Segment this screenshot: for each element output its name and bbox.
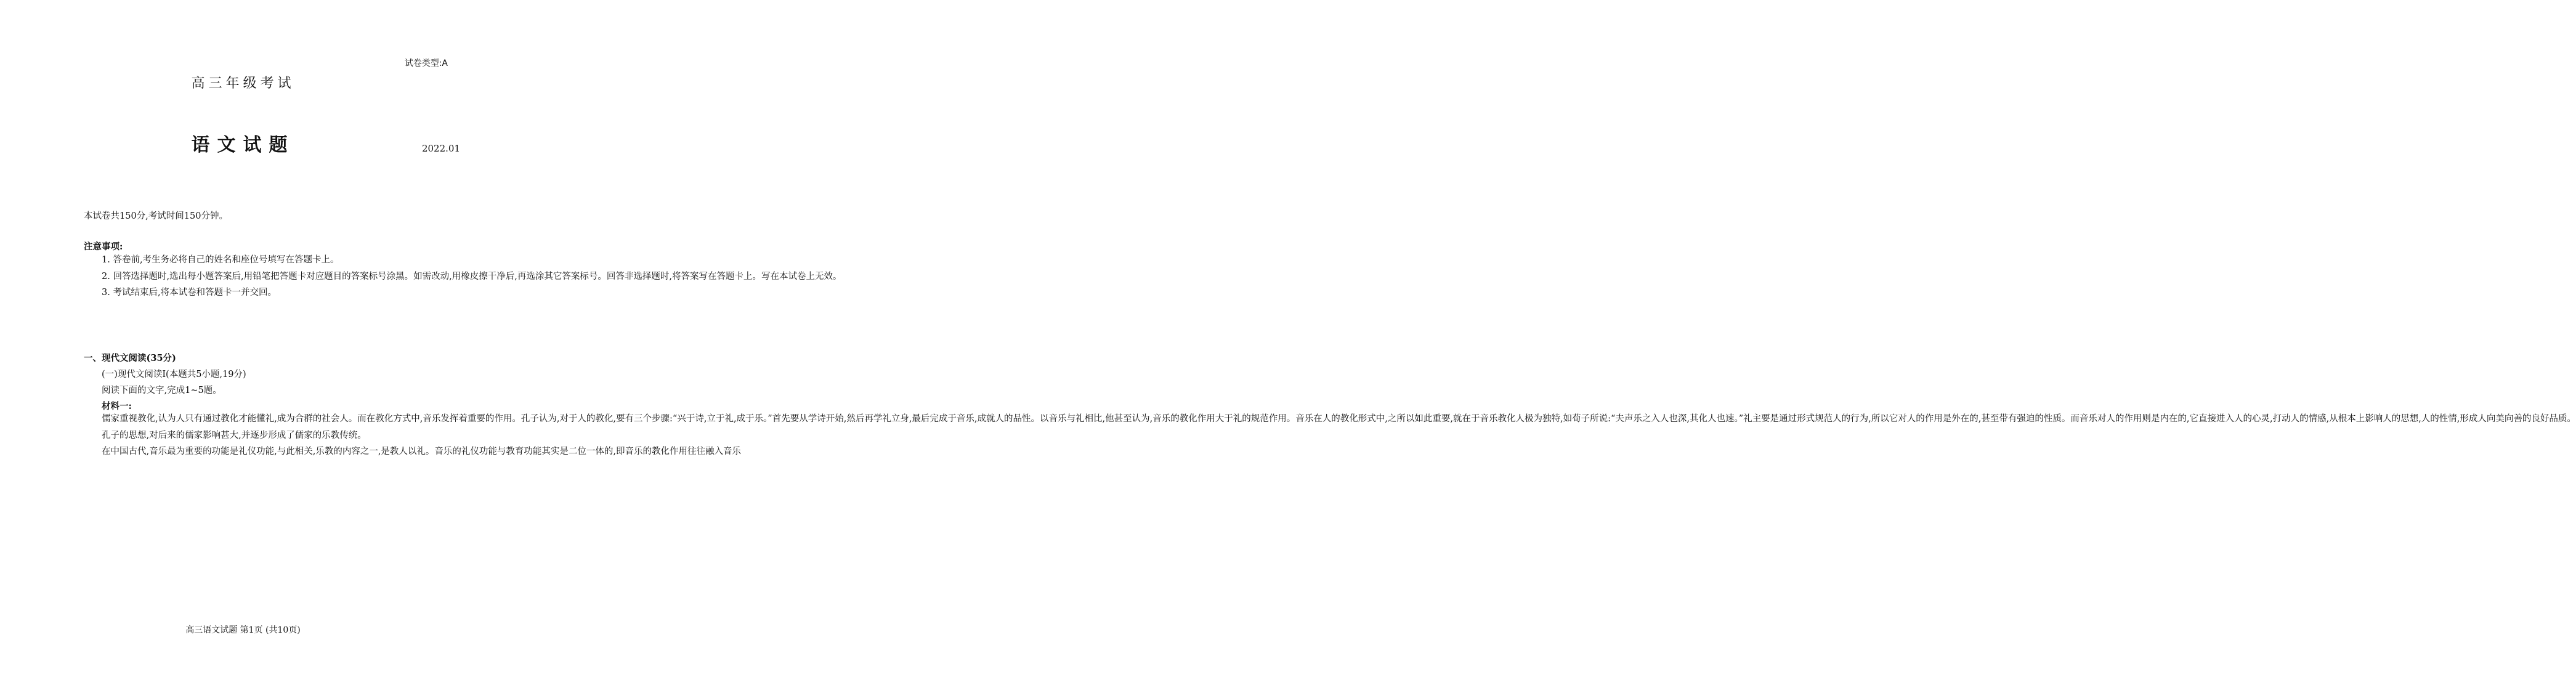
passage-paragraph: 儒家重视教化,认为人只有通过教化才能懂礼,成为合群的社会人。而在教化方式中,音乐发挥着重要的作用。孔子认为,对于人的教化,要有三个步骤:“兴于诗,立于礼,成于乐。”首先要从学诗开始,然后再学礼立身,最后完成于音乐,成就人的品性。以音乐与礼相比,他甚至认为,音乐的教化作用大于礼的规范作用。音乐在人的教化形式中,之所以如此重要,就在于音乐教化人极为独特,如荀子所说:“夫声乐之入人也深,其化人也速。”礼主要是通过形式规范人的行为,所以它对人的作用是外在的,甚至带有强迫的性质。而音乐对人的作用则是内在的,它直接进入人的心灵,打动人的情感,从根本上影响人的思想,人的性情,形成人向美向善的良好品质。 bbox=[102, 414, 2576, 424]
page-footer: 高三语文试题 第1页 (共10页) bbox=[185, 625, 301, 635]
passage-paragraph: 孔子的思想,对后来的儒家影响甚大,并逐步形成了儒家的乐教传统。 bbox=[102, 430, 367, 440]
notice-item: 3. 考试结束后,将本试卷和答题卡一并交回。 bbox=[102, 288, 277, 298]
notice-heading: 注意事项: bbox=[84, 241, 123, 252]
reading-instruction: 阅读下面的文字,完成1~5题。 bbox=[102, 386, 222, 395]
notice-item: 2. 回答选择题时,选出每小题答案后,用铅笔把答题卡对应题目的答案标号涂黑。如需改动,用橡皮擦干净后,再选涂其它答案标号。回答非选择题时,将答案写在答题卡上。写在本试卷上无效。 bbox=[102, 271, 842, 282]
section-subheading: (一)现代文阅读Ⅰ(本题共5小题,19分) bbox=[102, 370, 246, 379]
paper-type-label: 试卷类型:A bbox=[404, 59, 448, 68]
exam-date: 2022.01 bbox=[421, 143, 460, 154]
passage-paragraph: 在中国古代,音乐最为重要的功能是礼仪功能,与此相关,乐教的内容之一,是教人以礼。音乐的礼仪功能与教育功能其实是二位一体的,即音乐的教化作用往往融入音乐 bbox=[102, 447, 742, 456]
intro-text: 本试卷共150分,考试时间150分钟。 bbox=[84, 211, 228, 221]
exam-title: 高三年级考试 bbox=[191, 76, 295, 91]
section-heading: 一、现代文阅读(35分) bbox=[84, 353, 176, 363]
material-label: 材料一: bbox=[102, 401, 132, 411]
subject-title: 语文试题 bbox=[191, 134, 295, 156]
notice-list bbox=[84, 252, 842, 301]
notice-item: 1. 答卷前,考生务必将自己的姓名和座位号填写在答题卡上。 bbox=[102, 255, 339, 265]
reading-passage bbox=[84, 411, 2576, 460]
